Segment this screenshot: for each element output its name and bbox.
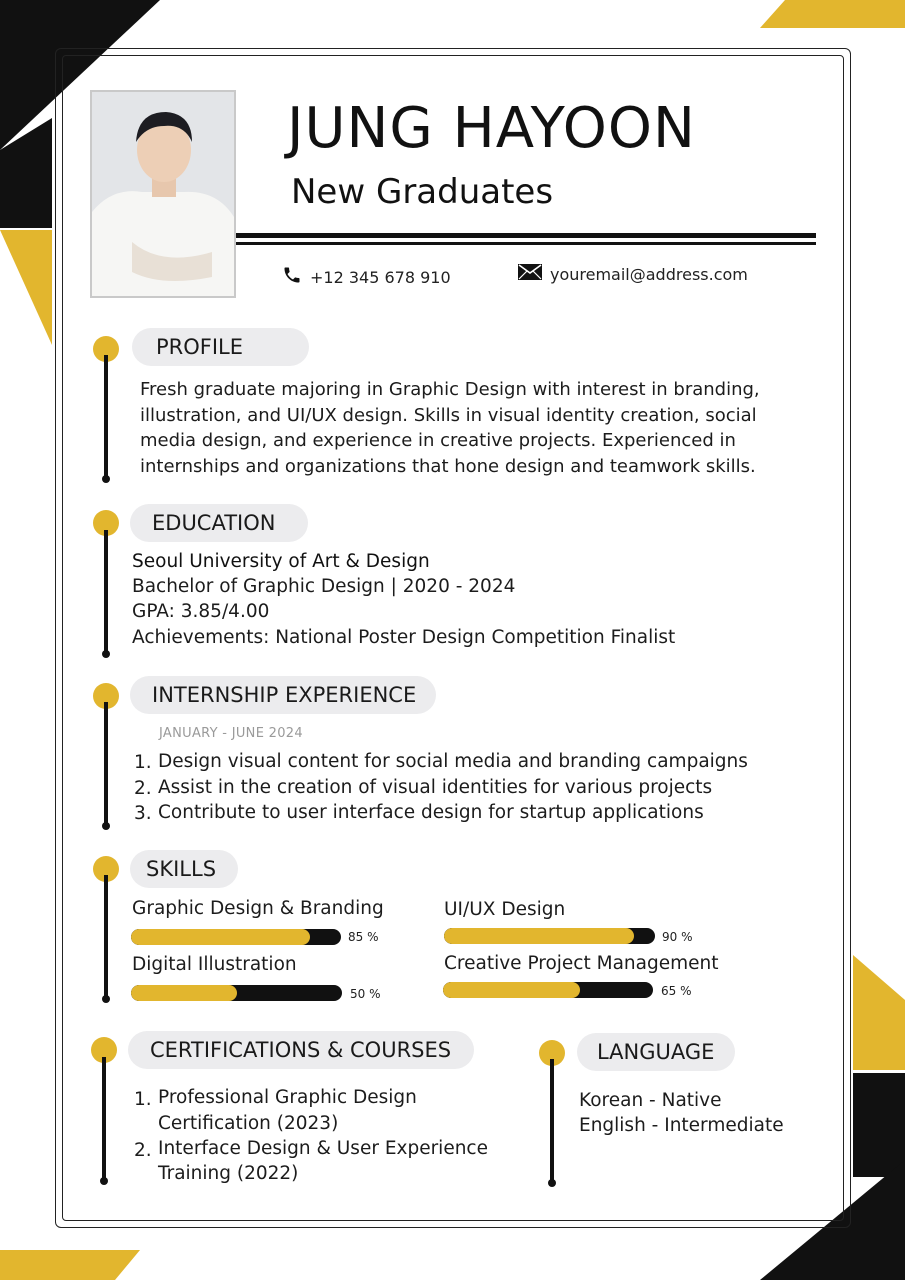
list-number: 2. [134, 778, 152, 799]
profile-line: internships and organizations that hone design and teamwork skills. [140, 455, 756, 477]
language-timeline [550, 1059, 554, 1181]
education-heading: EDUCATION [130, 504, 308, 542]
skill-bar [443, 982, 653, 998]
internship-item: Assist in the creation of visual identities for various projects [158, 777, 713, 798]
education-gpa: GPA: 3.85/4.00 [132, 601, 270, 622]
profile-photo [90, 90, 236, 298]
skill-bar-fill [131, 985, 237, 1001]
profile-timeline [104, 355, 108, 477]
skill-label: UI/UX Design [444, 899, 566, 920]
education-school: Seoul University of Art & Design [132, 551, 430, 572]
envelope-icon [518, 264, 542, 284]
header-rule-bottom [236, 242, 816, 245]
skills-timeline-end [102, 995, 110, 1003]
language-heading: LANGUAGE [577, 1033, 735, 1071]
skill-bar-fill [443, 982, 580, 998]
internship-timeline [104, 702, 108, 824]
education-timeline-end [102, 650, 110, 658]
internship-timeline-end [102, 822, 110, 830]
list-number: 3. [134, 803, 152, 824]
candidate-subtitle: New Graduates [291, 172, 554, 212]
certifications-timeline-end [100, 1177, 108, 1185]
email-contact [518, 264, 748, 284]
top-right-decor [760, 0, 905, 30]
internship-item: Design visual content for social media and branding campaigns [158, 751, 748, 772]
education-degree: Bachelor of Graphic Design | 2020 - 2024 [132, 576, 516, 597]
certification-line: Interface Design & User Experience [158, 1138, 488, 1159]
internship-item: Contribute to user interface design for startup applications [158, 802, 704, 823]
header-rule-top [236, 233, 816, 238]
skill-bar [131, 985, 342, 1001]
list-number: 1. [134, 752, 152, 773]
list-number: 1. [134, 1089, 152, 1110]
language-item: Korean - Native [579, 1090, 722, 1111]
internship-date: JANUARY - JUNE 2024 [159, 726, 303, 741]
language-item: English - Intermediate [579, 1115, 784, 1136]
certification-line: Training (2022) [158, 1163, 299, 1184]
skill-label: Graphic Design & Branding [132, 898, 384, 919]
skill-bar-fill [131, 929, 310, 945]
skill-label: Digital Illustration [132, 954, 297, 975]
certifications-timeline [102, 1057, 106, 1179]
internship-heading: INTERNSHIP EXPERIENCE [130, 676, 436, 714]
bottom-left-decor [0, 1250, 140, 1280]
candidate-name: JUNG HAYOON [287, 96, 696, 161]
certifications-heading: CERTIFICATIONS & COURSES [128, 1031, 474, 1069]
certification-line: Certification (2023) [158, 1113, 339, 1134]
phone-icon [282, 264, 302, 290]
skills-timeline [104, 875, 108, 997]
skill-bar [444, 928, 655, 944]
education-timeline [104, 530, 108, 652]
phone-contact [282, 264, 451, 290]
certification-line: Professional Graphic Design [158, 1087, 417, 1108]
profile-timeline-end [102, 475, 110, 483]
skill-bar [131, 929, 341, 945]
skill-percent: 50 % [350, 987, 381, 1001]
profile-heading: PROFILE [132, 328, 309, 366]
list-number: 2. [134, 1140, 152, 1161]
email-address: youremail@address.com [550, 264, 748, 284]
skill-percent: 85 % [348, 930, 379, 944]
skill-label: Creative Project Management [444, 953, 719, 974]
profile-line: media design, and experience in creative projects. Experienced in [140, 430, 736, 451]
skill-bar-fill [444, 928, 634, 944]
profile-line: illustration, and UI/UX design. Skills in visual identity creation, social [140, 404, 757, 426]
phone-number: +12 345 678 910 [310, 267, 451, 287]
skills-heading: SKILLS [130, 850, 238, 888]
skill-percent: 90 % [662, 930, 693, 944]
profile-text [140, 377, 800, 479]
skill-percent: 65 % [661, 984, 692, 998]
education-achievements: Achievements: National Poster Design Competition Finalist [132, 627, 676, 648]
language-timeline-end [548, 1179, 556, 1187]
profile-line: Fresh graduate majoring in Graphic Design with interest in branding, [140, 379, 760, 400]
